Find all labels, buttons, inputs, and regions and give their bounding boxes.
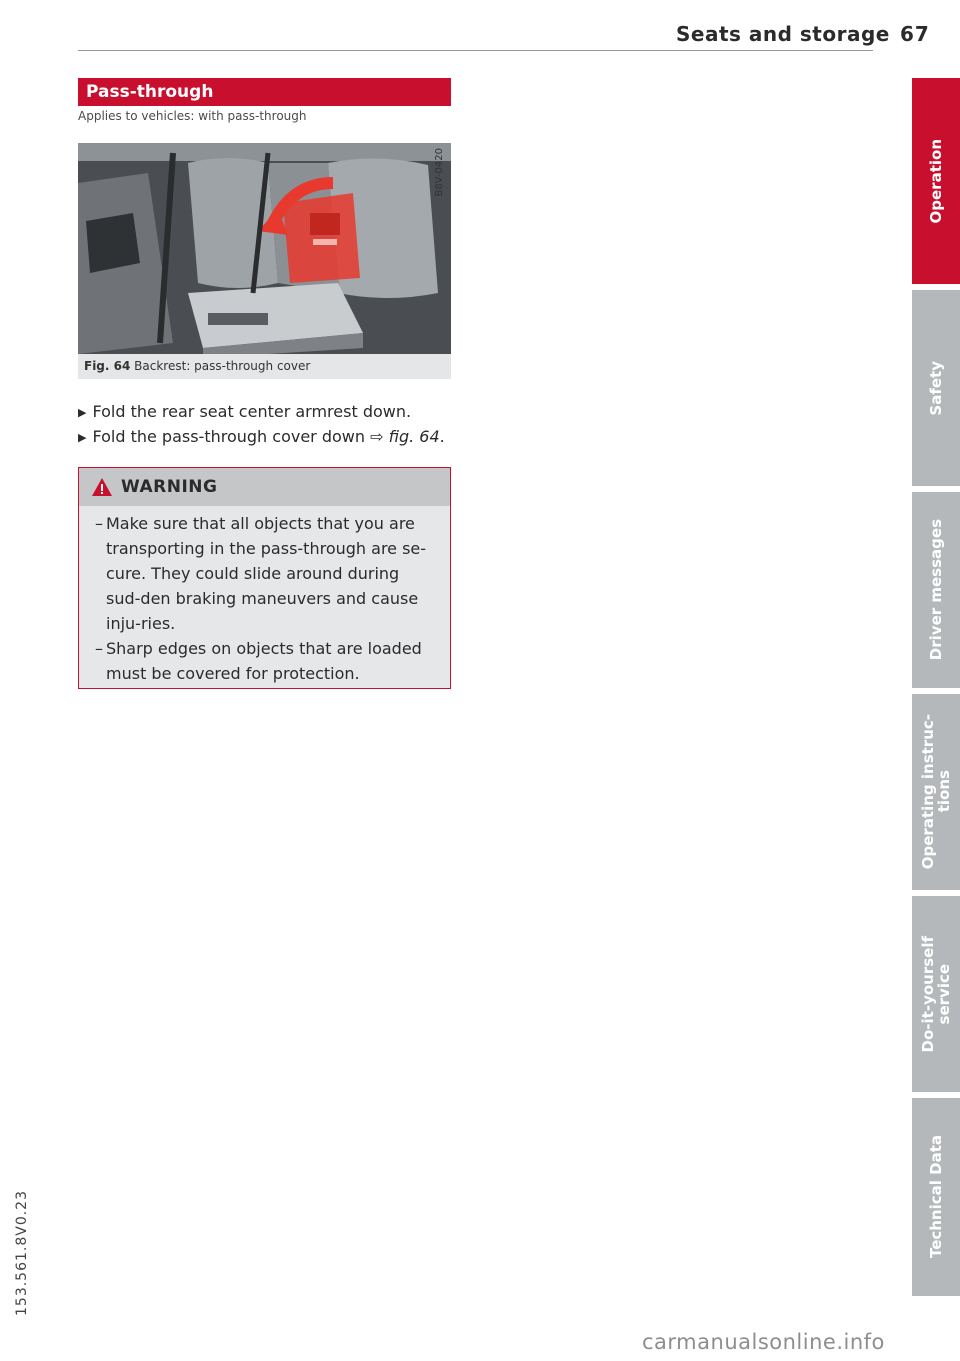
section-title: Pass-through: [78, 78, 451, 106]
watermark: carmanualsonline.info: [642, 1330, 885, 1354]
tab-label: Driver messages: [927, 519, 945, 661]
step-item: [78, 427, 445, 446]
rear-seat-illustration: [78, 143, 451, 379]
applies-to-note: Applies to vehicles: with pass-through: [78, 109, 307, 123]
warning-item-text: Sharp edges on objects that are loaded must be covered for protection.: [106, 639, 422, 683]
step-text: Fold the rear seat center armrest down.: [92, 402, 412, 421]
figure-caption: [84, 359, 310, 373]
figure-reference-link[interactable]: fig. 64: [388, 427, 440, 446]
step-text: Fold the pass-through cover down ⇨: [92, 427, 384, 446]
header-divider: [78, 50, 873, 51]
tab-do-it-yourself-service[interactable]: [912, 896, 960, 1092]
warning-item: – Make sure that all objects that you are transporting in the pass-through are se-cure. They could slide around during sud-den braking maneuvers and cause inju-ries.: [95, 511, 435, 636]
figure-illustration: [78, 143, 451, 379]
warning-item: – Sharp edges on objects that are loaded must be covered for protection.: [95, 636, 435, 686]
figure-caption-text: Backrest: pass-through cover: [134, 359, 311, 373]
tab-label: Operating instruc- tions: [919, 714, 953, 870]
figure-code: B8V-0420: [434, 148, 445, 197]
warning-triangle-icon: [91, 477, 113, 497]
triangle-bullet-icon: ▶: [78, 406, 87, 419]
warning-item-text: Make sure that all objects that you are transporting in the pass-through are se-cure. They could slide around during sud-den braking maneuvers and cause inju-ries.: [106, 514, 427, 633]
warning-label: WARNING: [121, 477, 218, 497]
tab-operating-instructions[interactable]: [912, 694, 960, 890]
document-code: 153.561.8V0.23: [14, 1190, 30, 1316]
tab-label: Technical Data: [927, 1135, 945, 1259]
page-number: 67: [900, 22, 930, 46]
step-item: [78, 402, 411, 421]
tab-label: Operation: [927, 138, 945, 224]
warning-header: [79, 468, 450, 506]
tab-technical-data[interactable]: [912, 1098, 960, 1296]
tab-driver-messages[interactable]: [912, 492, 960, 688]
tab-operation[interactable]: [912, 78, 960, 284]
warning-box: [78, 467, 451, 689]
triangle-bullet-icon: ▶: [78, 431, 87, 444]
tab-label: Do-it-yourself service: [919, 935, 953, 1053]
figure-caption-label: Fig. 64: [84, 359, 131, 373]
tab-safety[interactable]: [912, 290, 960, 486]
running-header-section: Seats and storage: [676, 22, 890, 46]
tab-label: Safety: [927, 360, 945, 416]
step-text-tail: .: [439, 427, 445, 446]
